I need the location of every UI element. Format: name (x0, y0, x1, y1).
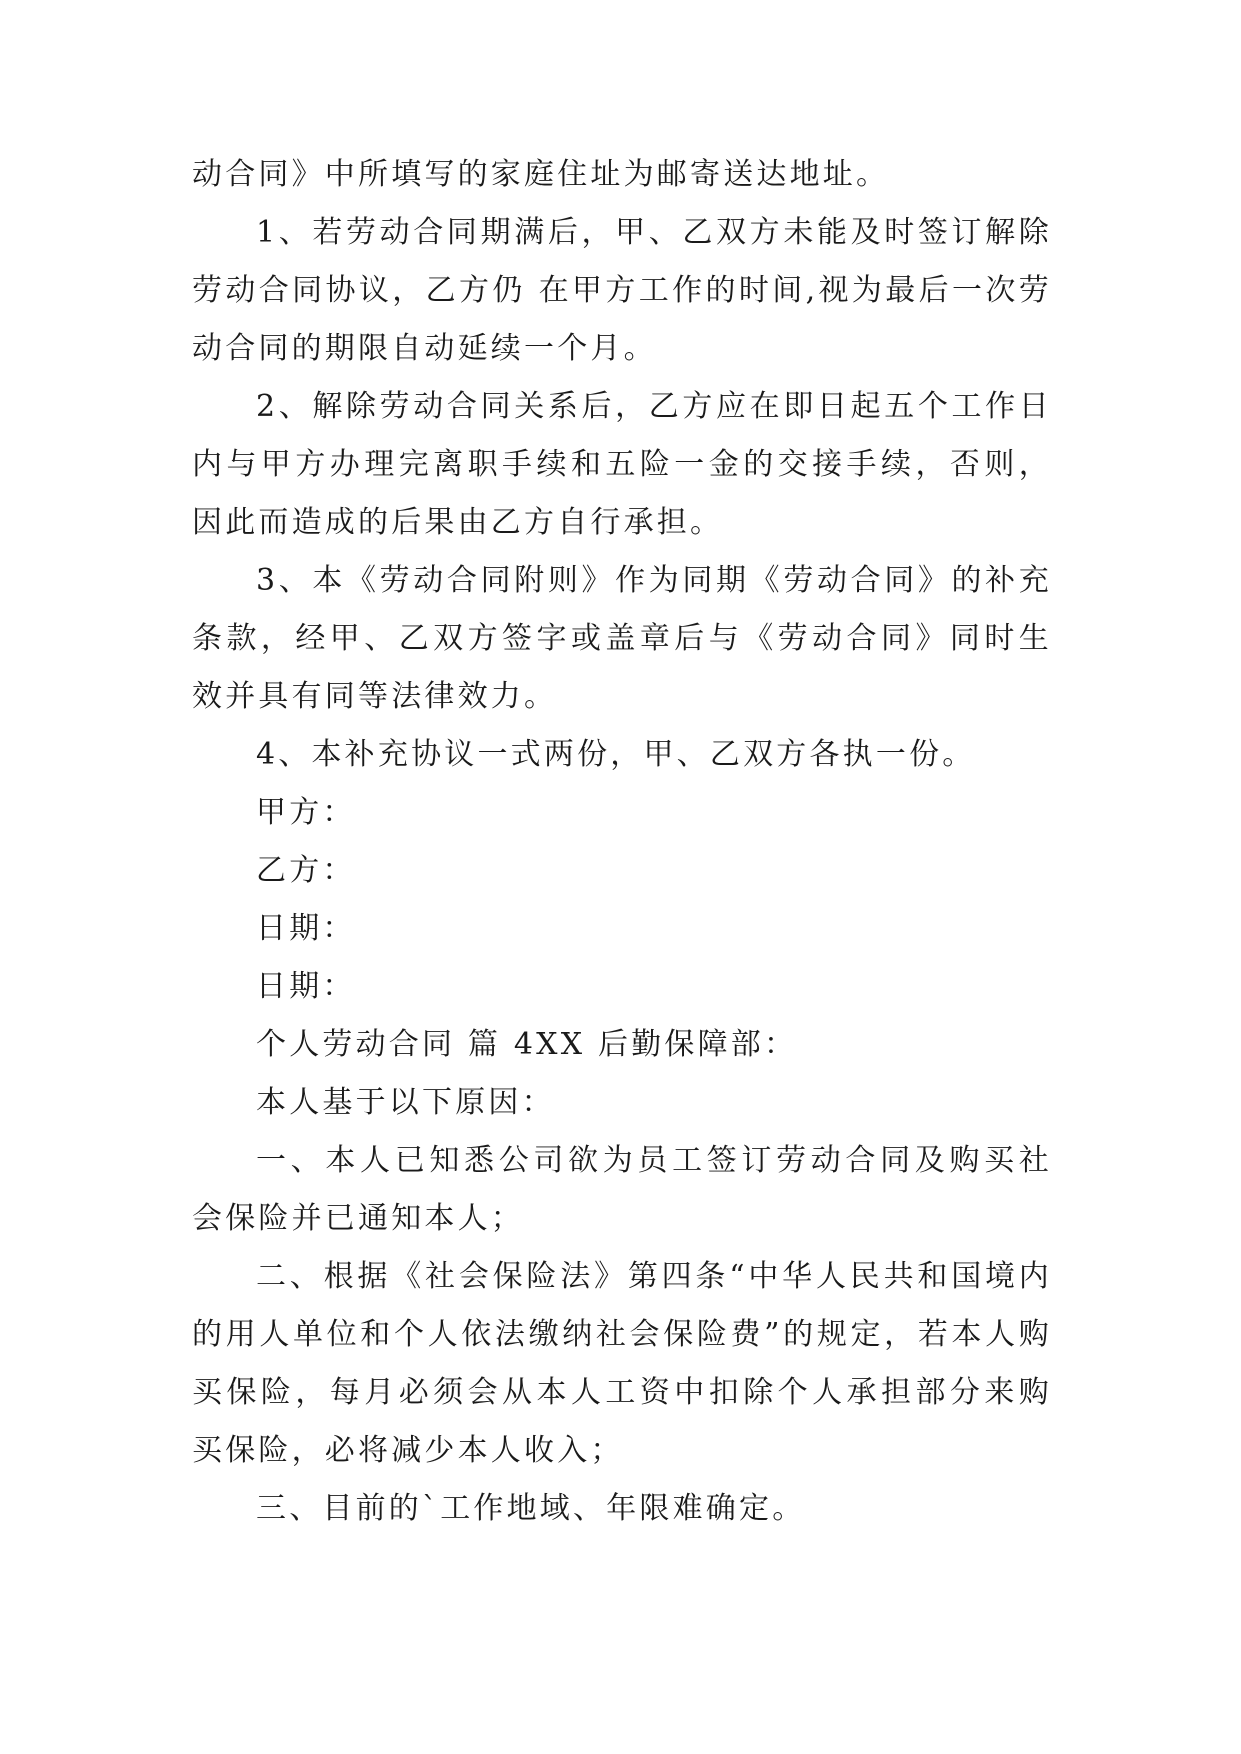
clause-1: 1、若劳动合同期满后，甲、乙双方未能及时签订解除劳动合同协议，乙方仍 在甲方工作的时间,视为最后一次劳动合同的期限自动延续一个月。 (192, 215, 1052, 366)
reason-1: 一、本人已知悉公司欲为员工签订劳动合同及购买社会保险并已通知本人； (192, 1143, 1052, 1236)
signature-party-b: 乙方： (256, 853, 356, 888)
signature-date-2: 日期： (256, 969, 356, 1004)
signature-party-a: 甲方： (256, 795, 356, 830)
document-page (192, 146, 1052, 1538)
clause-4: 4、本补充协议一式两份，甲、乙双方各执一份。 (256, 737, 976, 772)
signature-date-1: 日期： (256, 911, 356, 946)
reason-2: 二、根据《社会保险法》第四条“中华人民共和国境内的用人单位和个人依法缴纳社会保险费”的规定，若本人购买保险，每月必须会从本人工资中扣除个人承担部分来购买保险，必将减少本人收入； (192, 1259, 1052, 1468)
reasons-intro: 本人基于以下原因： (256, 1085, 555, 1120)
paragraph-address: 动合同》中所填写的家庭住址为邮寄送达地址。 (192, 157, 890, 192)
reason-3: 三、目前的`工作地域、年限难确定。 (256, 1491, 806, 1526)
clause-3: 3、本《劳动合同附则》作为同期《劳动合同》的补充条款，经甲、乙双方签字或盖章后与《劳动合同》同时生效并具有同等法律效力。 (192, 563, 1052, 714)
clause-2: 2、解除劳动合同关系后，乙方应在即日起五个工作日内与甲方办理完离职手续和五险一金的交接手续，否则，因此而造成的后果由乙方自行承担。 (192, 389, 1052, 540)
section-title: 个人劳动合同 篇 4XX 后勤保障部： (256, 1027, 798, 1062)
